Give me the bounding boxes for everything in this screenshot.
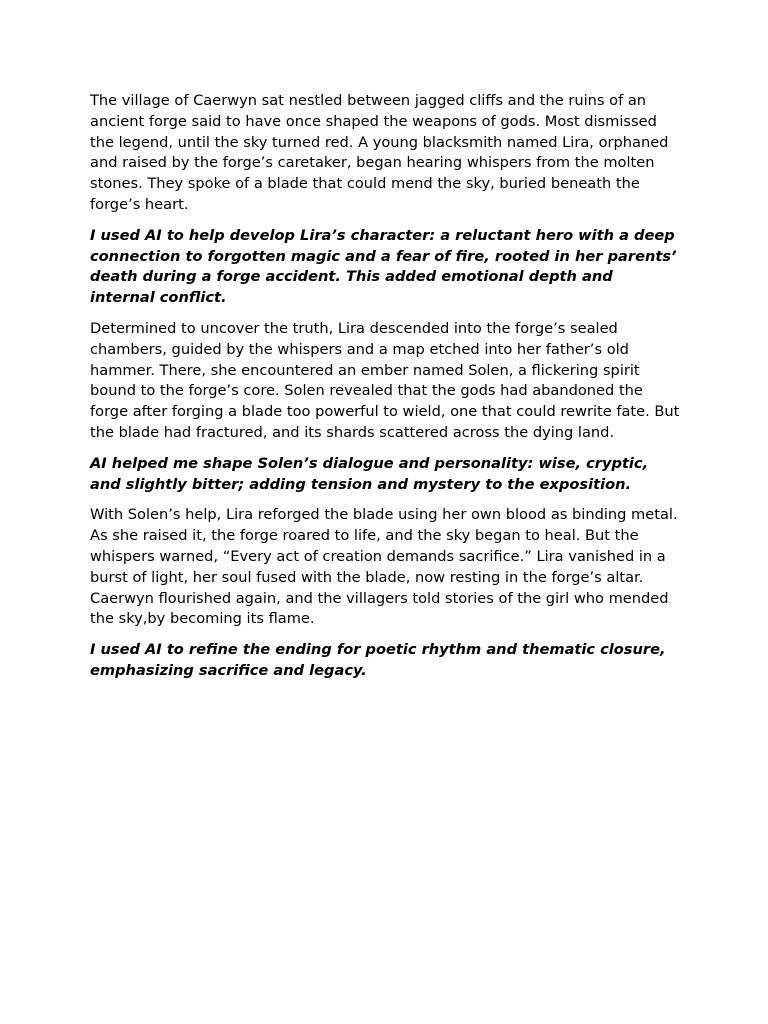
story-paragraph-2: Determined to uncover the truth, Lira descended into the forge’s sealed chambers, guided by the whispers and a map etched into her father’s old hammer. There, she encountered an ember named Solen, a flickering spirit bound to the forge’s core. Solen revealed that the gods had abandoned the forge after forging a blade too powerful to wield, one that could rewrite fate. But the blade had fractured, and its shards scattered across the dying land. xyxy=(90,319,680,441)
ai-note-paragraph-3: I used AI to refine the ending for poetic rhythm and thematic closure, emphasizing sacrifice and legacy. xyxy=(90,641,666,679)
story-paragraph-3: With Solen’s help, Lira reforged the blade using her own blood as binding metal. As she raised it, the forge roared to life, and the sky began to heal. But the whispers warned, “Every act of creation demands sacrifice.” Lira vanished in a burst of light, her soul fused with the blade, now resting in the forge’s altar. Caerwyn flourished again, and the villagers told stories of the girl who mended the sky,by becoming its flame. xyxy=(90,506,678,628)
ai-note-paragraph-1: I used AI to help develop Lira’s character: a reluctant hero with a deep connection to forgotten magic and a fear of fire, rooted in her parents’ death during a forge accident. This added emotional depth and internal conflict. xyxy=(90,226,677,307)
document-page xyxy=(90,91,680,692)
story-paragraph-1: The village of Caerwyn sat nestled between jagged cliffs and the ruins of an ancient forge said to have once shaped the weapons of gods. Most dismissed the legend, until the sky turned red. A young blacksmith named Lira, orphaned and raised by the forge’s caretaker, began hearing whispers from the molten stones. They spoke of a blade that could mend the sky, buried beneath the forge’s heart. xyxy=(90,92,669,213)
ai-note-paragraph-2: AI helped me shape Solen’s dialogue and personality: wise, cryptic, and slightly bitter; adding tension and mystery to the exposition. xyxy=(90,454,649,493)
